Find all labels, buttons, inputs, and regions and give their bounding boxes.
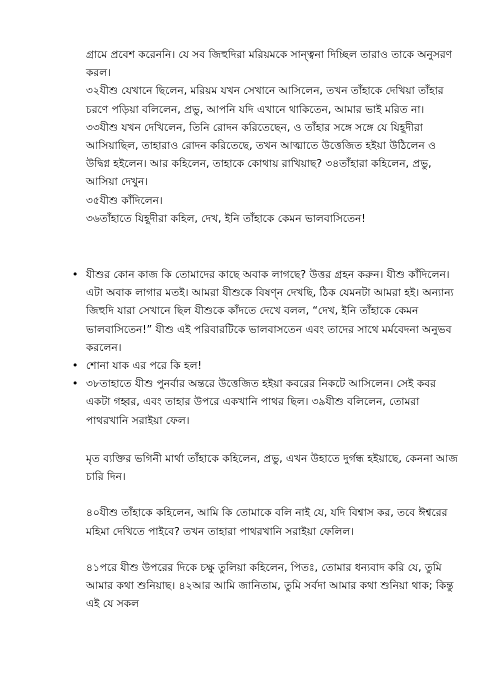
paragraph-1: গ্রামে প্রবেশ করেননি। যে সব জিহুদিরা মরিয়মকে সান্ত্বনা দিচ্ছিল তারাও তাকে অনুসরণ করল। — [86, 49, 453, 80]
bottom-text-block — [86, 450, 458, 613]
paragraph-verse-35: ৩৫যীশু কাঁদিলেন। — [86, 194, 163, 207]
bullet-list — [86, 266, 458, 430]
paragraph-martha: মৃত ব্যক্তির ভগিনী মার্থা তাঁহাকে কহিলেন, প্রভু, এখন উহাতে দুর্গন্ধ হইয়াছে, কেননা আজ চারি দিন। — [86, 453, 458, 484]
bullet-item-next: • শোনা যাক এর পরে কি হল! — [86, 357, 458, 375]
paragraph-verse-33-34: ৩৩যীশু যখন দেখিলেন, তিনি রোদন করিতেছেন, ও তাঁহার সঙ্গে সঙ্গে যে যিহূদীরা আসিয়াছিল, তাহারাও রোদন করিতেছে, তখন আত্মাতে উত্তেজিত হইয়া উঠিলেন ও উদ্বিগ্ন হইলেন। আর কহিলেন, তাহাকে কোথায় রাখিয়াছ? ৩৪তাঁহারা কহিলেন, প্রভু, আসিয়া দেখুন। — [86, 121, 436, 189]
paragraph-verse-32: ৩২যীশু যেখানে ছিলেন, মরিয়ম যখন সেখানে আসিলেন, তখন তাঁহাকে দেখিয়া তাঁহার চরণে পড়িয়া বলিলেন, প্রভু, আপনি যদি এখানে থাকিতেন, আমার ভাই মরিত না। — [86, 85, 444, 116]
bullet-item-reflection: • যীশুর কোন কাজ কি তোমাদের কাছে অবাক লাগছে? উত্তর গ্রহন করুন। যীশু কাঁদিলেন। এটা অবাক লাগার মতই। আমরা যীশুকে বিষণ্ন দেখছি, ঠিক যেমনটা আমরা হই। অন্যান্য জিহুদি যারা সেখানে ছিল যীশুকে কাঁদতে দেখে বলল, “দেখ, ইনি তাঁহাকে কেমন ভালবাসিতেন!” যীশু এই পরিবারটিকে ভালবাসতেন এবং তাদের সাথে মর্মবেদনা অনুভব করলেন। — [86, 266, 458, 357]
paragraph-verse-41-42: ৪১পরে যীশু উপরের দিকে চক্ষু তুলিয়া কহিলেন, পিতঃ, তোমার ধন্যবাদ করি যে, তুমি আমার কথা শুনিয়াছ। ৪২আর আমি জানিতাম, তুমি সর্বদা আমার কথা শুনিয়া থাক; কিন্তু এই যে সকল — [86, 561, 454, 611]
paragraph-gap — [86, 541, 458, 559]
bullet-item-verse-38-39: • ৩৮তাহাতে যীশু পুনর্বার অন্তরে উত্তেজিত হইয়া কবরের নিকটে আসিলেন। সেই কবর একটা গহ্বর, এবং তাহার উপরে একখানি পাথর ছিল। ৩৯যীশু বলিলেন, তোমরা পাথরখানি সরাইয়া ফেল। — [86, 375, 458, 430]
bullet-list-block — [86, 266, 458, 430]
paragraph-verse-40: ৪০যীশু তাঁহাকে কহিলেন, আমি কি তোমাকে বলি নাই যে, যদি বিশ্বাস কর, তবে ঈশ্বরের মহিমা দেখিতে পাইবে? তখন তাহারা পাথরখানি সরাইয়া ফেলিল। — [86, 507, 448, 538]
paragraph-gap — [86, 486, 458, 504]
paragraph-verse-36: ৩৬তাঁহাতে যিহূদীরা কহিল, দেখ, ইনি তাঁহাকে কেমন ভালবাসিতেন! — [86, 212, 366, 225]
top-text-block — [86, 46, 458, 228]
